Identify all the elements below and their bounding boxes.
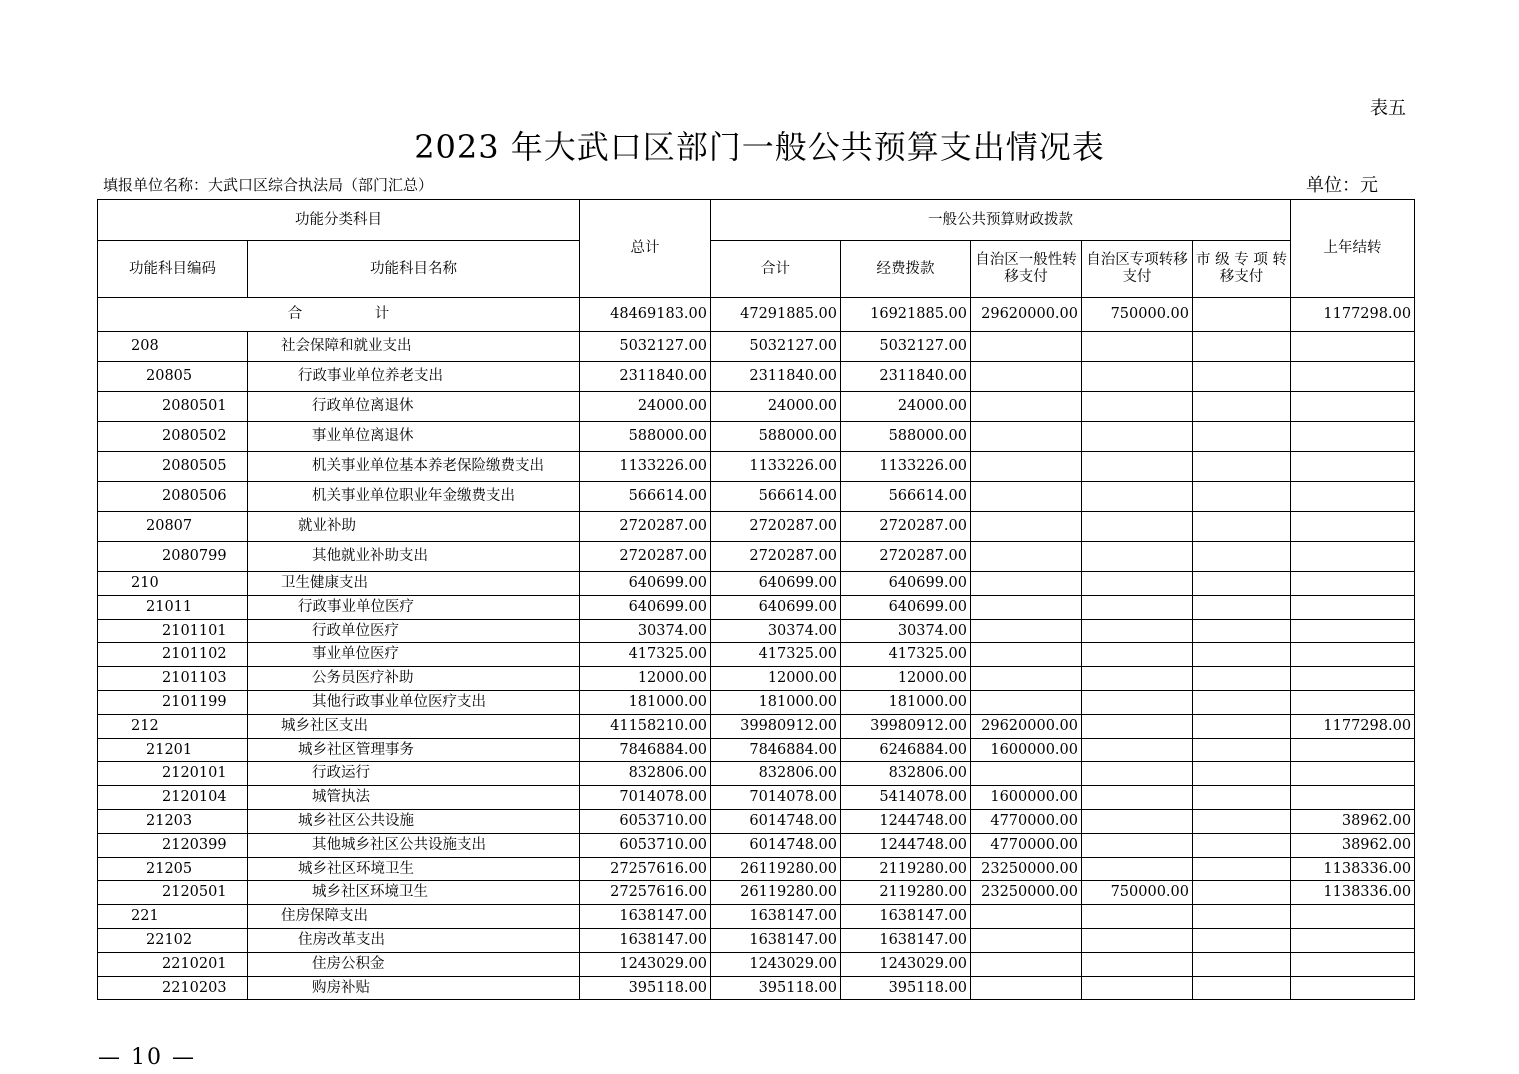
row-region-special-cell bbox=[1082, 452, 1193, 482]
row-city-special-cell bbox=[1193, 572, 1291, 596]
table-row bbox=[98, 512, 1415, 542]
row-name: 城管执法 bbox=[248, 786, 580, 810]
row-code: 21205 bbox=[98, 857, 248, 881]
header-code: 功能科目编码 bbox=[98, 241, 248, 298]
row-subtotal-cell: 12000.00 bbox=[711, 667, 841, 691]
row-region-special-cell bbox=[1082, 952, 1193, 976]
row-code: 20805 bbox=[98, 362, 248, 392]
row-city-special-cell bbox=[1193, 482, 1291, 512]
row-total-cell: 588000.00 bbox=[580, 422, 711, 452]
row-carryover-cell: 38962.00 bbox=[1291, 809, 1415, 833]
row-region-special-cell bbox=[1082, 762, 1193, 786]
row-region-special-cell bbox=[1082, 809, 1193, 833]
row-region-general-cell bbox=[971, 928, 1082, 952]
header-carryover: 上年结转 bbox=[1291, 200, 1415, 298]
row-region-general-cell: 23250000.00 bbox=[971, 881, 1082, 905]
row-name: 城乡社区公共设施 bbox=[248, 809, 580, 833]
row-carryover-cell bbox=[1291, 422, 1415, 452]
row-carryover-cell bbox=[1291, 738, 1415, 762]
row-region-general-cell bbox=[971, 572, 1082, 596]
row-name: 公务员医疗补助 bbox=[248, 667, 580, 691]
row-carryover-cell bbox=[1291, 786, 1415, 810]
row-region-special-cell bbox=[1082, 619, 1193, 643]
row-subtotal-cell: 6014748.00 bbox=[711, 833, 841, 857]
table-row bbox=[98, 392, 1415, 422]
row-region-general-cell: 29620000.00 bbox=[971, 714, 1082, 738]
header-name: 功能科目名称 bbox=[248, 241, 580, 298]
total-subtotal-cell: 47291885.00 bbox=[711, 298, 841, 332]
table-row bbox=[98, 332, 1415, 362]
row-code: 2080506 bbox=[98, 482, 248, 512]
row-city-special-cell bbox=[1193, 928, 1291, 952]
row-carryover-cell: 1138336.00 bbox=[1291, 857, 1415, 881]
row-fund-alloc-cell: 6246884.00 bbox=[841, 738, 971, 762]
row-region-special-cell bbox=[1082, 572, 1193, 596]
table-row bbox=[98, 809, 1415, 833]
row-code: 2101103 bbox=[98, 667, 248, 691]
table-row bbox=[98, 881, 1415, 905]
row-region-special-cell bbox=[1082, 422, 1193, 452]
row-region-special-cell bbox=[1082, 714, 1193, 738]
row-region-special-cell: 750000.00 bbox=[1082, 881, 1193, 905]
row-code: 2210203 bbox=[98, 976, 248, 1000]
row-region-general-cell bbox=[971, 643, 1082, 667]
row-code: 2101199 bbox=[98, 690, 248, 714]
total-region-general-cell: 29620000.00 bbox=[971, 298, 1082, 332]
row-total-cell: 7846884.00 bbox=[580, 738, 711, 762]
row-fund-alloc-cell: 2720287.00 bbox=[841, 542, 971, 572]
row-subtotal-cell: 24000.00 bbox=[711, 392, 841, 422]
row-code: 221 bbox=[98, 905, 248, 929]
table-row bbox=[98, 452, 1415, 482]
row-region-general-cell: 4770000.00 bbox=[971, 833, 1082, 857]
row-name: 事业单位离退休 bbox=[248, 422, 580, 452]
row-subtotal-cell: 26119280.00 bbox=[711, 857, 841, 881]
row-code: 2120501 bbox=[98, 881, 248, 905]
row-fund-alloc-cell: 2119280.00 bbox=[841, 857, 971, 881]
table-row bbox=[98, 690, 1415, 714]
total-carryover-cell: 1177298.00 bbox=[1291, 298, 1415, 332]
row-total-cell: 27257616.00 bbox=[580, 881, 711, 905]
row-name: 住房保障支出 bbox=[248, 905, 580, 929]
row-name: 行政事业单位医疗 bbox=[248, 595, 580, 619]
row-total-cell: 566614.00 bbox=[580, 482, 711, 512]
row-code: 208 bbox=[98, 332, 248, 362]
row-region-general-cell bbox=[971, 482, 1082, 512]
row-fund-alloc-cell: 2311840.00 bbox=[841, 362, 971, 392]
row-fund-alloc-cell: 181000.00 bbox=[841, 690, 971, 714]
row-carryover-cell bbox=[1291, 643, 1415, 667]
row-carryover-cell: 38962.00 bbox=[1291, 833, 1415, 857]
row-name: 城乡社区环境卫生 bbox=[248, 881, 580, 905]
row-region-general-cell: 1600000.00 bbox=[971, 786, 1082, 810]
header-region-special: 自治区专项转移支付 bbox=[1082, 241, 1193, 298]
row-carryover-cell bbox=[1291, 595, 1415, 619]
row-code: 2080505 bbox=[98, 452, 248, 482]
row-carryover-cell bbox=[1291, 976, 1415, 1000]
row-city-special-cell bbox=[1193, 690, 1291, 714]
row-name: 其他行政事业单位医疗支出 bbox=[248, 690, 580, 714]
row-fund-alloc-cell: 640699.00 bbox=[841, 572, 971, 596]
row-fund-alloc-cell: 1133226.00 bbox=[841, 452, 971, 482]
row-name: 购房补贴 bbox=[248, 976, 580, 1000]
header-total: 总计 bbox=[580, 200, 711, 298]
table-number: 表五 bbox=[1370, 98, 1406, 119]
row-subtotal-cell: 588000.00 bbox=[711, 422, 841, 452]
row-fund-alloc-cell: 5032127.00 bbox=[841, 332, 971, 362]
header-city-special: 市 级 专 项 转 移支付 bbox=[1193, 241, 1291, 298]
row-name: 社会保障和就业支出 bbox=[248, 332, 580, 362]
table-row bbox=[98, 667, 1415, 691]
row-name: 行政事业单位养老支出 bbox=[248, 362, 580, 392]
row-region-general-cell bbox=[971, 667, 1082, 691]
row-total-cell: 2311840.00 bbox=[580, 362, 711, 392]
row-carryover-cell bbox=[1291, 482, 1415, 512]
row-total-cell: 5032127.00 bbox=[580, 332, 711, 362]
row-total-cell: 12000.00 bbox=[580, 667, 711, 691]
row-total-cell: 6053710.00 bbox=[580, 833, 711, 857]
row-city-special-cell bbox=[1193, 905, 1291, 929]
row-subtotal-cell: 7014078.00 bbox=[711, 786, 841, 810]
row-fund-alloc-cell: 1244748.00 bbox=[841, 833, 971, 857]
row-name: 卫生健康支出 bbox=[248, 572, 580, 596]
row-subtotal-cell: 2311840.00 bbox=[711, 362, 841, 392]
row-total-cell: 1243029.00 bbox=[580, 952, 711, 976]
row-total-cell: 181000.00 bbox=[580, 690, 711, 714]
row-subtotal-cell: 2720287.00 bbox=[711, 542, 841, 572]
row-subtotal-cell: 1638147.00 bbox=[711, 905, 841, 929]
row-region-general-cell bbox=[971, 976, 1082, 1000]
row-code: 21011 bbox=[98, 595, 248, 619]
row-subtotal-cell: 2720287.00 bbox=[711, 512, 841, 542]
total-fund-cell: 16921885.00 bbox=[841, 298, 971, 332]
row-code: 20807 bbox=[98, 512, 248, 542]
table-row bbox=[98, 542, 1415, 572]
row-total-cell: 832806.00 bbox=[580, 762, 711, 786]
row-subtotal-cell: 5032127.00 bbox=[711, 332, 841, 362]
row-subtotal-cell: 1638147.00 bbox=[711, 928, 841, 952]
row-code: 2120399 bbox=[98, 833, 248, 857]
row-city-special-cell bbox=[1193, 452, 1291, 482]
table-row bbox=[98, 422, 1415, 452]
row-fund-alloc-cell: 24000.00 bbox=[841, 392, 971, 422]
row-code: 2080799 bbox=[98, 542, 248, 572]
row-name: 住房公积金 bbox=[248, 952, 580, 976]
row-name: 行政单位医疗 bbox=[248, 619, 580, 643]
row-total-cell: 24000.00 bbox=[580, 392, 711, 422]
row-code: 212 bbox=[98, 714, 248, 738]
row-subtotal-cell: 39980912.00 bbox=[711, 714, 841, 738]
row-total-cell: 395118.00 bbox=[580, 976, 711, 1000]
row-total-cell: 2720287.00 bbox=[580, 542, 711, 572]
row-carryover-cell bbox=[1291, 905, 1415, 929]
row-region-special-cell bbox=[1082, 595, 1193, 619]
row-city-special-cell bbox=[1193, 332, 1291, 362]
row-region-general-cell bbox=[971, 392, 1082, 422]
row-subtotal-cell: 30374.00 bbox=[711, 619, 841, 643]
row-code: 22102 bbox=[98, 928, 248, 952]
row-region-general-cell: 23250000.00 bbox=[971, 857, 1082, 881]
row-region-special-cell bbox=[1082, 542, 1193, 572]
row-carryover-cell bbox=[1291, 332, 1415, 362]
row-city-special-cell bbox=[1193, 762, 1291, 786]
row-name: 其他城乡社区公共设施支出 bbox=[248, 833, 580, 857]
row-fund-alloc-cell: 2119280.00 bbox=[841, 881, 971, 905]
row-code: 2080502 bbox=[98, 422, 248, 452]
row-region-special-cell bbox=[1082, 332, 1193, 362]
row-total-cell: 7014078.00 bbox=[580, 786, 711, 810]
row-region-general-cell bbox=[971, 542, 1082, 572]
row-fund-alloc-cell: 566614.00 bbox=[841, 482, 971, 512]
table-row bbox=[98, 362, 1415, 392]
row-fund-alloc-cell: 1638147.00 bbox=[841, 928, 971, 952]
row-total-cell: 41158210.00 bbox=[580, 714, 711, 738]
row-carryover-cell bbox=[1291, 690, 1415, 714]
row-carryover-cell bbox=[1291, 392, 1415, 422]
row-name: 其他就业补助支出 bbox=[248, 542, 580, 572]
row-carryover-cell bbox=[1291, 928, 1415, 952]
row-region-general-cell bbox=[971, 452, 1082, 482]
row-city-special-cell bbox=[1193, 542, 1291, 572]
row-code: 2120104 bbox=[98, 786, 248, 810]
table-row bbox=[98, 786, 1415, 810]
row-region-special-cell bbox=[1082, 905, 1193, 929]
row-city-special-cell bbox=[1193, 833, 1291, 857]
reporting-unit: 填报单位名称：大武口区综合执法局（部门汇总） bbox=[103, 176, 434, 194]
row-subtotal-cell: 566614.00 bbox=[711, 482, 841, 512]
row-name: 城乡社区支出 bbox=[248, 714, 580, 738]
table-row bbox=[98, 857, 1415, 881]
row-city-special-cell bbox=[1193, 619, 1291, 643]
row-city-special-cell bbox=[1193, 595, 1291, 619]
row-region-general-cell bbox=[971, 422, 1082, 452]
row-fund-alloc-cell: 30374.00 bbox=[841, 619, 971, 643]
row-region-special-cell bbox=[1082, 786, 1193, 810]
row-carryover-cell bbox=[1291, 952, 1415, 976]
header-region-general: 自治区一般性转移支付 bbox=[971, 241, 1082, 298]
row-carryover-cell bbox=[1291, 362, 1415, 392]
table-row bbox=[98, 952, 1415, 976]
row-code: 2101102 bbox=[98, 643, 248, 667]
header-fund-alloc: 经费拨款 bbox=[841, 241, 971, 298]
page-number: — 10 — bbox=[98, 1045, 196, 1070]
row-region-general-cell bbox=[971, 332, 1082, 362]
row-region-special-cell bbox=[1082, 833, 1193, 857]
row-region-special-cell bbox=[1082, 482, 1193, 512]
row-city-special-cell bbox=[1193, 512, 1291, 542]
row-fund-alloc-cell: 832806.00 bbox=[841, 762, 971, 786]
table-row bbox=[98, 976, 1415, 1000]
row-fund-alloc-cell: 2720287.00 bbox=[841, 512, 971, 542]
row-name: 行政单位离退休 bbox=[248, 392, 580, 422]
row-fund-alloc-cell: 395118.00 bbox=[841, 976, 971, 1000]
row-region-general-cell bbox=[971, 595, 1082, 619]
row-total-cell: 640699.00 bbox=[580, 595, 711, 619]
table-row bbox=[98, 619, 1415, 643]
row-subtotal-cell: 640699.00 bbox=[711, 595, 841, 619]
row-carryover-cell bbox=[1291, 542, 1415, 572]
row-fund-alloc-cell: 588000.00 bbox=[841, 422, 971, 452]
row-city-special-cell bbox=[1193, 952, 1291, 976]
row-code: 21201 bbox=[98, 738, 248, 762]
table-row bbox=[98, 905, 1415, 929]
row-subtotal-cell: 1133226.00 bbox=[711, 452, 841, 482]
table-row bbox=[98, 762, 1415, 786]
row-code: 2101101 bbox=[98, 619, 248, 643]
row-region-general-cell bbox=[971, 512, 1082, 542]
row-fund-alloc-cell: 39980912.00 bbox=[841, 714, 971, 738]
row-fund-alloc-cell: 640699.00 bbox=[841, 595, 971, 619]
row-code: 2210201 bbox=[98, 952, 248, 976]
row-region-general-cell bbox=[971, 952, 1082, 976]
page-title: 2023 年大武口区部门一般公共预算支出情况表 bbox=[414, 128, 1105, 166]
row-fund-alloc-cell: 417325.00 bbox=[841, 643, 971, 667]
row-city-special-cell bbox=[1193, 714, 1291, 738]
row-total-cell: 27257616.00 bbox=[580, 857, 711, 881]
row-subtotal-cell: 640699.00 bbox=[711, 572, 841, 596]
row-name: 就业补助 bbox=[248, 512, 580, 542]
row-region-special-cell bbox=[1082, 857, 1193, 881]
row-total-cell: 640699.00 bbox=[580, 572, 711, 596]
total-region-special-cell: 750000.00 bbox=[1082, 298, 1193, 332]
row-region-special-cell bbox=[1082, 392, 1193, 422]
row-carryover-cell bbox=[1291, 572, 1415, 596]
row-city-special-cell bbox=[1193, 809, 1291, 833]
row-region-general-cell bbox=[971, 690, 1082, 714]
row-region-special-cell bbox=[1082, 512, 1193, 542]
row-total-cell: 2720287.00 bbox=[580, 512, 711, 542]
header-func-class: 功能分类科目 bbox=[98, 200, 580, 241]
table-row bbox=[98, 833, 1415, 857]
row-name: 机关事业单位基本养老保险缴费支出 bbox=[248, 452, 580, 482]
row-code: 210 bbox=[98, 572, 248, 596]
total-row bbox=[98, 298, 1415, 332]
row-region-general-cell bbox=[971, 362, 1082, 392]
row-subtotal-cell: 417325.00 bbox=[711, 643, 841, 667]
row-region-special-cell bbox=[1082, 690, 1193, 714]
total-cell: 48469183.00 bbox=[580, 298, 711, 332]
row-total-cell: 1638147.00 bbox=[580, 905, 711, 929]
row-name: 城乡社区环境卫生 bbox=[248, 857, 580, 881]
table-row bbox=[98, 714, 1415, 738]
row-carryover-cell bbox=[1291, 667, 1415, 691]
row-carryover-cell bbox=[1291, 512, 1415, 542]
table-row bbox=[98, 643, 1415, 667]
row-fund-alloc-cell: 1243029.00 bbox=[841, 952, 971, 976]
row-region-special-cell bbox=[1082, 643, 1193, 667]
row-region-general-cell bbox=[971, 905, 1082, 929]
row-carryover-cell bbox=[1291, 762, 1415, 786]
row-name: 住房改革支出 bbox=[248, 928, 580, 952]
row-region-general-cell: 4770000.00 bbox=[971, 809, 1082, 833]
row-city-special-cell bbox=[1193, 786, 1291, 810]
row-fund-alloc-cell: 1244748.00 bbox=[841, 809, 971, 833]
row-carryover-cell: 1177298.00 bbox=[1291, 714, 1415, 738]
table-row bbox=[98, 482, 1415, 512]
row-subtotal-cell: 181000.00 bbox=[711, 690, 841, 714]
row-carryover-cell bbox=[1291, 619, 1415, 643]
row-region-special-cell bbox=[1082, 928, 1193, 952]
total-label: 合 计 bbox=[98, 298, 580, 332]
row-region-general-cell bbox=[971, 619, 1082, 643]
row-carryover-cell: 1138336.00 bbox=[1291, 881, 1415, 905]
row-subtotal-cell: 6014748.00 bbox=[711, 809, 841, 833]
row-code: 2080501 bbox=[98, 392, 248, 422]
table-row bbox=[98, 572, 1415, 596]
table-row bbox=[98, 595, 1415, 619]
row-city-special-cell bbox=[1193, 976, 1291, 1000]
row-region-special-cell bbox=[1082, 738, 1193, 762]
row-subtotal-cell: 395118.00 bbox=[711, 976, 841, 1000]
row-region-special-cell bbox=[1082, 667, 1193, 691]
row-city-special-cell bbox=[1193, 643, 1291, 667]
row-subtotal-cell: 1243029.00 bbox=[711, 952, 841, 976]
row-fund-alloc-cell: 1638147.00 bbox=[841, 905, 971, 929]
row-subtotal-cell: 26119280.00 bbox=[711, 881, 841, 905]
row-region-special-cell bbox=[1082, 976, 1193, 1000]
row-total-cell: 1638147.00 bbox=[580, 928, 711, 952]
row-total-cell: 30374.00 bbox=[580, 619, 711, 643]
row-region-general-cell: 1600000.00 bbox=[971, 738, 1082, 762]
row-name: 行政运行 bbox=[248, 762, 580, 786]
row-code: 21203 bbox=[98, 809, 248, 833]
currency-unit: 单位：元 bbox=[1306, 175, 1378, 196]
table-row bbox=[98, 928, 1415, 952]
row-city-special-cell bbox=[1193, 857, 1291, 881]
header-subtotal: 合计 bbox=[711, 241, 841, 298]
row-city-special-cell bbox=[1193, 422, 1291, 452]
row-city-special-cell bbox=[1193, 881, 1291, 905]
table-row bbox=[98, 738, 1415, 762]
row-carryover-cell bbox=[1291, 452, 1415, 482]
row-code: 2120101 bbox=[98, 762, 248, 786]
row-name: 城乡社区管理事务 bbox=[248, 738, 580, 762]
header-general-budget: 一般公共预算财政拨款 bbox=[711, 200, 1291, 241]
row-name: 机关事业单位职业年金缴费支出 bbox=[248, 482, 580, 512]
row-region-general-cell bbox=[971, 762, 1082, 786]
row-city-special-cell bbox=[1193, 362, 1291, 392]
row-total-cell: 6053710.00 bbox=[580, 809, 711, 833]
row-fund-alloc-cell: 5414078.00 bbox=[841, 786, 971, 810]
row-city-special-cell bbox=[1193, 667, 1291, 691]
row-subtotal-cell: 7846884.00 bbox=[711, 738, 841, 762]
row-fund-alloc-cell: 12000.00 bbox=[841, 667, 971, 691]
total-city-special-cell bbox=[1193, 298, 1291, 332]
row-total-cell: 417325.00 bbox=[580, 643, 711, 667]
budget-table bbox=[97, 199, 1415, 1000]
row-total-cell: 1133226.00 bbox=[580, 452, 711, 482]
row-name: 事业单位医疗 bbox=[248, 643, 580, 667]
row-city-special-cell bbox=[1193, 738, 1291, 762]
row-subtotal-cell: 832806.00 bbox=[711, 762, 841, 786]
row-city-special-cell bbox=[1193, 392, 1291, 422]
row-region-special-cell bbox=[1082, 362, 1193, 392]
